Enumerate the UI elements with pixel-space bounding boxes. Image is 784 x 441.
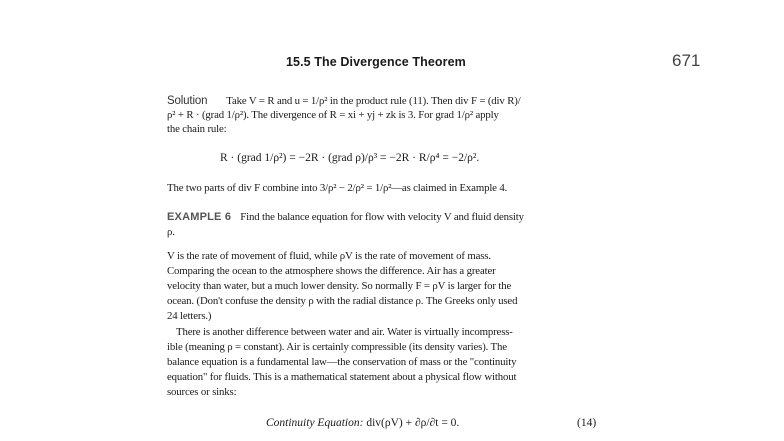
paragraph-1-line-1: V is the rate of movement of fluid, while ρV is the rate of movement of mass. — [167, 250, 491, 262]
paragraph-1-line-3: velocity than water, but a much lower density. So normally F = ρV is larger for the — [167, 280, 512, 292]
paragraph-2-line-4: equation" for fluids. This is a mathematical statement about a physical flow without — [167, 371, 517, 383]
paragraph-2-line-1: There is another difference between water and air. Water is virtually incompress- — [176, 326, 513, 338]
paragraph-1-line-5: 24 letters.) — [167, 310, 212, 322]
paragraph-2-line-2: ible (meaning ρ = constant). Air is certainly compressible (its density varies). The — [167, 341, 507, 353]
paragraph-1-line-2: Comparing the ocean to the atmosphere shows the difference. Air has a greater — [167, 265, 496, 277]
solution-line-1 — [167, 95, 521, 108]
example-6-line-1 — [167, 211, 524, 224]
example-6-label: EXAMPLE 6 — [167, 211, 232, 223]
solution-line-4: The two parts of div F combine into 3/ρ² − 2/ρ² = 1/ρ²—as claimed in Example 4. — [167, 182, 508, 194]
solution-label: Solution — [167, 95, 208, 107]
example-6-text: Find the balance equation for flow with velocity V and fluid density — [240, 211, 524, 223]
solution-text-1: Take V = R and u = 1/ρ² in the product rule (11). Then div F = (div R)/ — [226, 95, 521, 107]
section-title: 15.5 The Divergence Theorem — [286, 55, 466, 69]
equation-number: (14) — [577, 417, 597, 429]
paragraph-2-line-3: balance equation is a fundamental law—the conservation of mass or the "continuity — [167, 356, 517, 368]
solution-line-2: ρ² + R · (grad 1/ρ²). The divergence of R = xi + yj + zk is 3. For grad 1/ρ² apply — [167, 109, 499, 121]
paragraph-2-line-5: sources or sinks: — [167, 386, 237, 398]
continuity-label: Continuity Equation: — [266, 417, 364, 429]
continuity-equation — [266, 417, 459, 429]
solution-line-3: the chain rule: — [167, 123, 227, 135]
paragraph-1-line-4: ocean. (Don't confuse the density ρ with the radial distance ρ. The Greeks only used — [167, 295, 518, 307]
example-6-line-2: ρ. — [167, 226, 175, 238]
solution-equation: R · (grad 1/ρ²) = −2R · (grad ρ)/ρ³ = −2R · R/ρ⁴ = −2/ρ². — [220, 152, 480, 164]
page-number: 671 — [672, 51, 701, 70]
continuity-formula: div(ρV) + ∂ρ/∂t = 0. — [366, 417, 460, 429]
